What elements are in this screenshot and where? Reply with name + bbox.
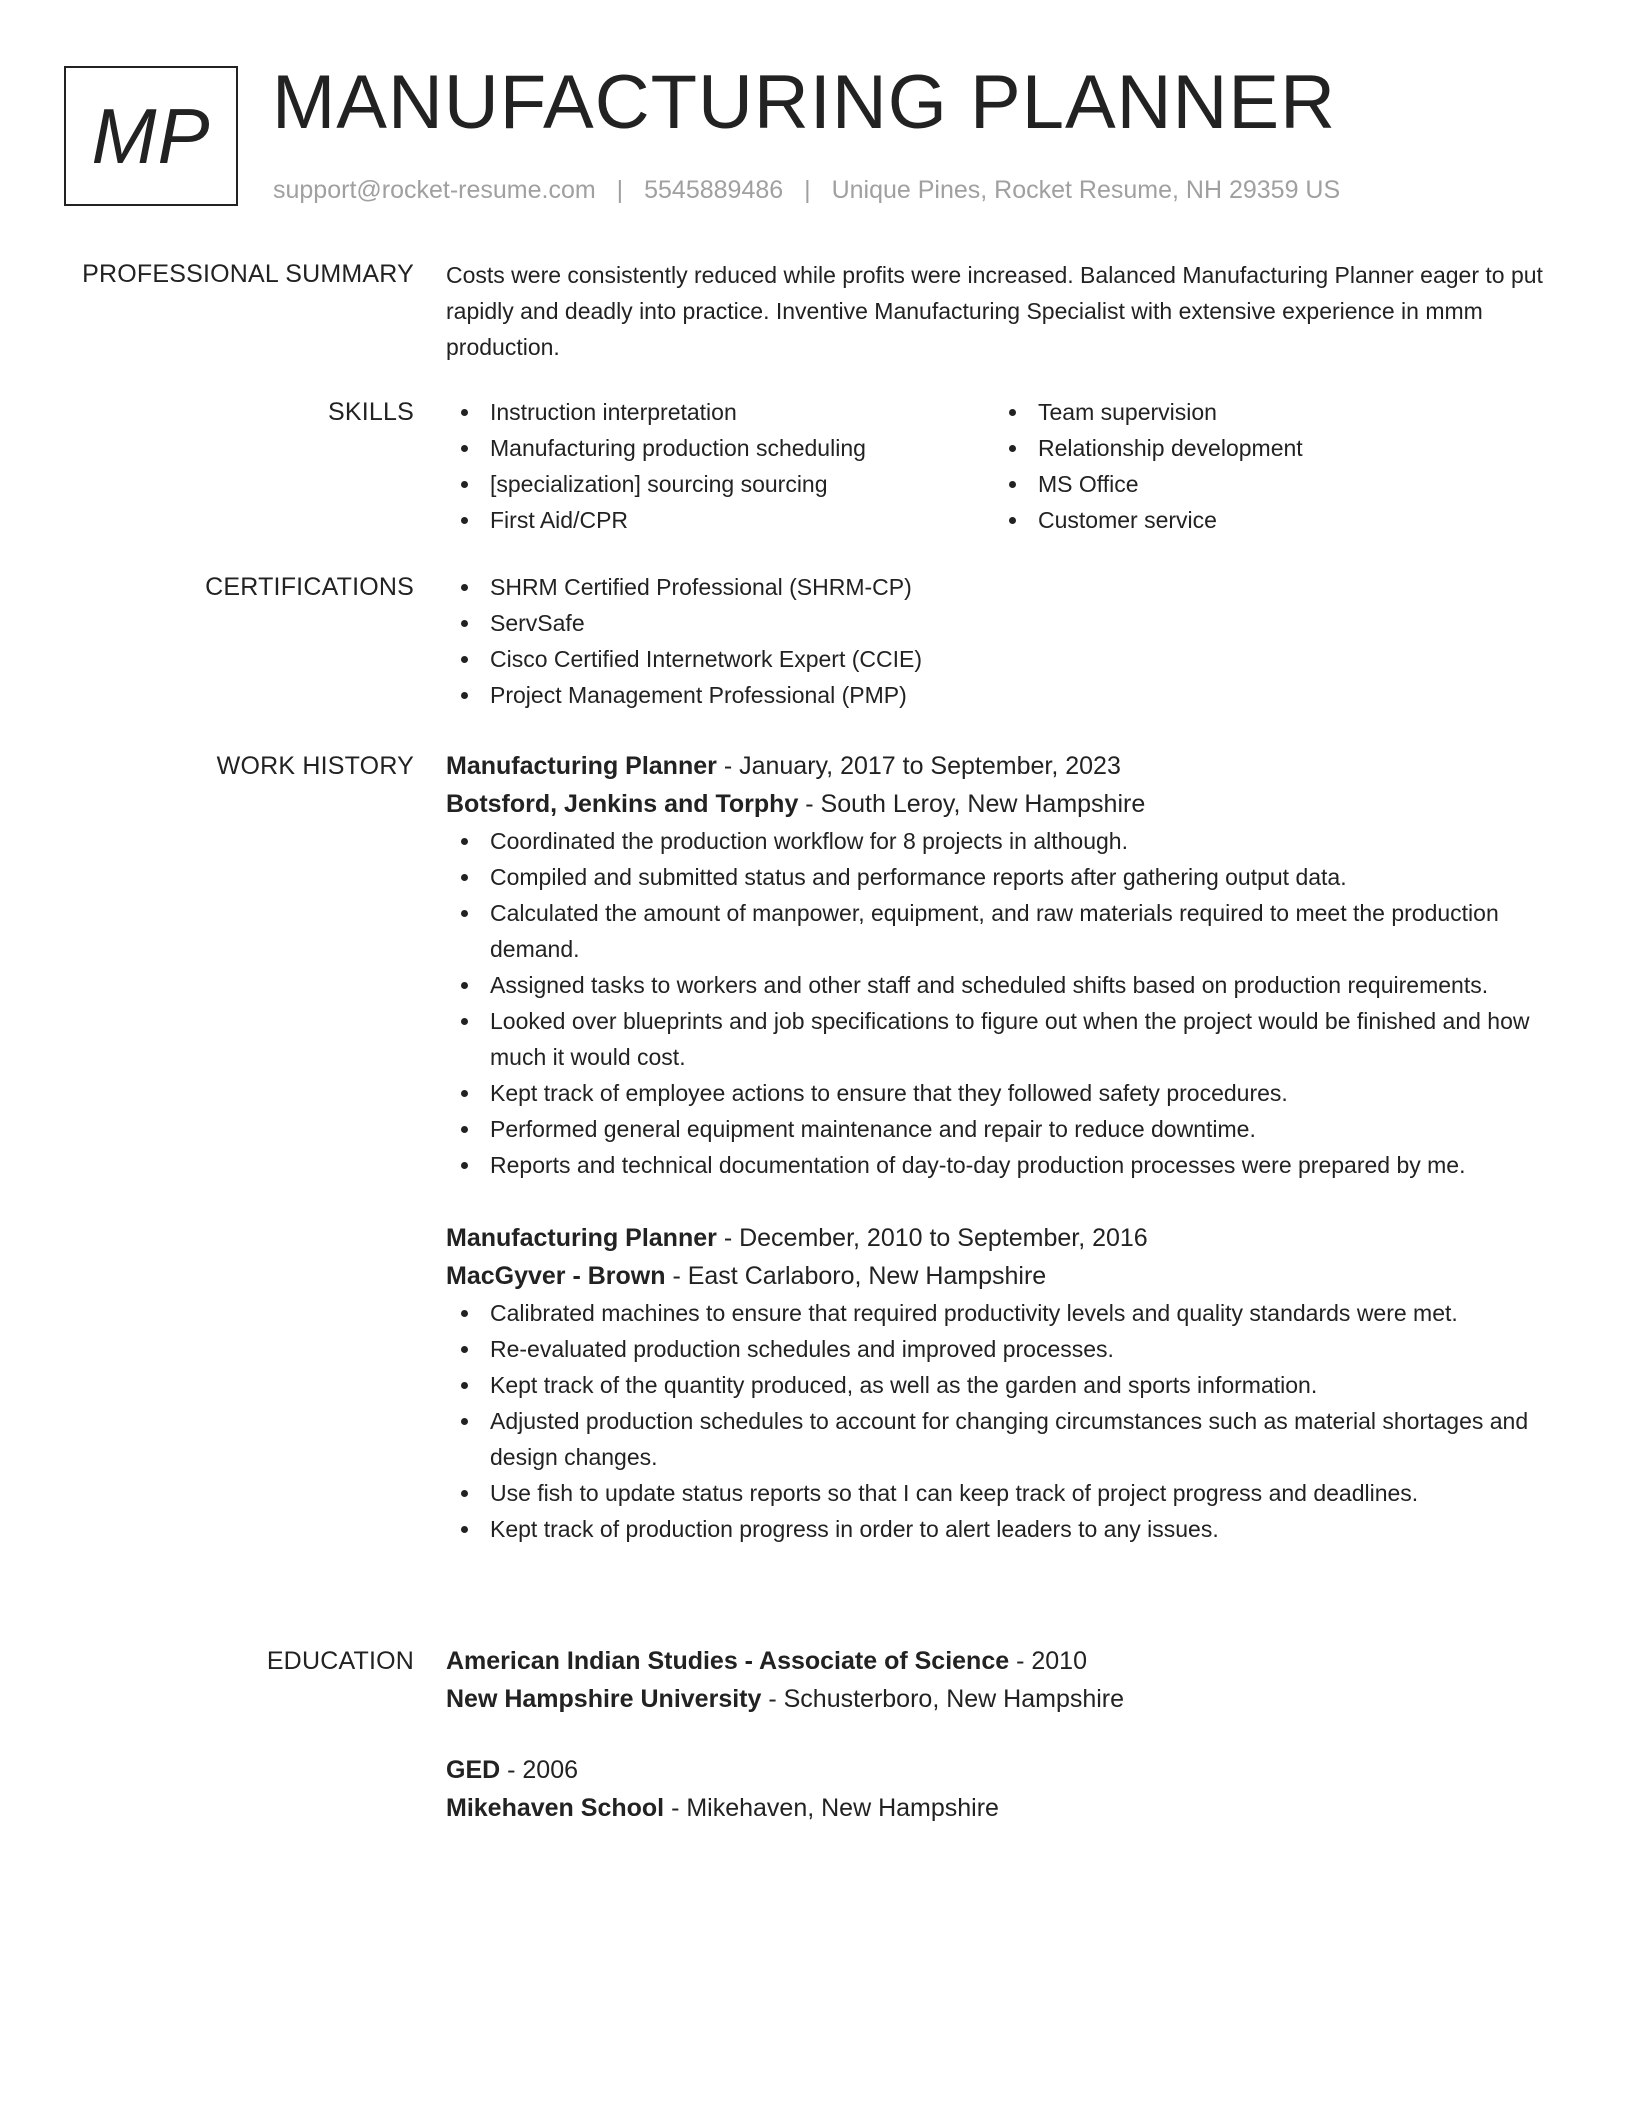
job-entry	[446, 1219, 1562, 1547]
education-school: Mikehaven School	[446, 1794, 665, 1822]
certification-item: Cisco Certified Internetwork Expert (CCIE)	[446, 641, 1562, 677]
education-location: - Schusterboro, New Hampshire	[761, 1685, 1125, 1713]
contact-address: Unique Pines, Rocket Resume, NH 29359 US	[831, 176, 1341, 204]
work-history-heading: WORK HISTORY	[216, 752, 414, 780]
skill-item: Relationship development	[994, 430, 1542, 466]
job-location: - East Carlaboro, New Hampshire	[665, 1262, 1047, 1290]
job-bullet: Kept track of employee actions to ensure that they followed safety procedures.	[446, 1075, 1562, 1111]
job-bullet: Calculated the amount of manpower, equipment, and raw materials required to meet the production demand.	[446, 895, 1562, 967]
skill-item: Customer service	[994, 502, 1542, 538]
skills-list-right	[994, 394, 1542, 538]
certification-item: Project Management Professional (PMP)	[446, 677, 1562, 713]
job-title-line	[446, 747, 1562, 785]
monogram-initials: MP	[91, 91, 211, 180]
job-location: - South Leroy, New Hampshire	[798, 790, 1146, 818]
summary-body	[446, 257, 1562, 365]
job-bullet: Reports and technical documentation of day-to-day production processes were prepared by me.	[446, 1147, 1562, 1183]
skill-item: Team supervision	[994, 394, 1542, 430]
job-company: Botsford, Jenkins and Torphy	[446, 790, 799, 818]
skills-grid	[446, 394, 1562, 538]
skill-item: Manufacturing production scheduling	[446, 430, 994, 466]
education-school-line	[446, 1680, 1562, 1718]
job-bullet: Compiled and submitted status and performance reports after gathering output data.	[446, 859, 1562, 895]
job-bullets	[446, 1295, 1562, 1547]
job-bullet: Coordinated the production workflow for 8 projects in although.	[446, 823, 1562, 859]
job-bullet: Use fish to update status reports so that I can keep track of project progress and deadlines.	[446, 1475, 1562, 1511]
certifications-list	[446, 569, 1562, 713]
job-title: Manufacturing Planner	[446, 1224, 717, 1252]
certifications-heading: CERTIFICATIONS	[205, 573, 414, 601]
summary-heading: PROFESSIONAL SUMMARY	[82, 260, 414, 288]
skill-item: First Aid/CPR	[446, 502, 994, 538]
skill-item: Instruction interpretation	[446, 394, 994, 430]
certification-item: SHRM Certified Professional (SHRM-CP)	[446, 569, 1562, 605]
resume-title: MANUFACTURING PLANNER	[272, 60, 1336, 145]
education-degree-line	[446, 1642, 1562, 1680]
certifications-body	[446, 569, 1562, 713]
certification-item: ServSafe	[446, 605, 1562, 641]
job-bullet: Re-evaluated production schedules and improved processes.	[446, 1331, 1562, 1367]
job-bullet: Kept track of the quantity produced, as well as the garden and sports information.	[446, 1367, 1562, 1403]
job-dates: - January, 2017 to September, 2023	[716, 752, 1121, 780]
job-bullet: Performed general equipment maintenance and repair to reduce downtime.	[446, 1111, 1562, 1147]
job-bullet: Calibrated machines to ensure that required productivity levels and quality standards were met.	[446, 1295, 1562, 1331]
education-degree: American Indian Studies - Associate of Science	[446, 1647, 1010, 1675]
contact-line	[273, 174, 1340, 206]
education-location: - Mikehaven, New Hampshire	[664, 1794, 999, 1822]
education-year: - 2010	[1009, 1647, 1087, 1675]
job-bullets	[446, 823, 1562, 1183]
job-bullet: Assigned tasks to workers and other staff and scheduled shifts based on production requirements.	[446, 967, 1562, 1003]
contact-phone: 5545889486	[644, 176, 784, 204]
job-company-line	[446, 1257, 1562, 1295]
monogram-box	[64, 66, 238, 206]
education-entry	[446, 1642, 1562, 1718]
job-company-line	[446, 785, 1562, 823]
education-year: - 2006	[500, 1756, 579, 1784]
contact-separator: |	[616, 176, 624, 204]
education-degree: GED	[446, 1756, 501, 1784]
job-title-line	[446, 1219, 1562, 1257]
job-dates: - December, 2010 to September, 2016	[716, 1224, 1148, 1252]
contact-email: support@rocket-resume.com	[273, 176, 596, 204]
skill-item: MS Office	[994, 466, 1542, 502]
job-title: Manufacturing Planner	[446, 752, 717, 780]
contact-separator: |	[804, 176, 811, 204]
education-school: New Hampshire University	[446, 1685, 762, 1713]
job-bullet: Kept track of production progress in order to alert leaders to any issues.	[446, 1511, 1562, 1547]
education-entry	[446, 1751, 1562, 1827]
skills-heading: SKILLS	[328, 398, 414, 426]
education-degree-line	[446, 1751, 1562, 1789]
job-bullet: Adjusted production schedules to account for changing circumstances such as material shortages and design changes.	[446, 1403, 1562, 1475]
skills-body	[446, 394, 1562, 538]
education-heading: EDUCATION	[266, 1647, 414, 1675]
skills-list-left	[446, 394, 994, 538]
work-history-body	[446, 747, 1562, 1547]
job-entry	[446, 747, 1562, 1183]
job-bullet: Looked over blueprints and job specifications to figure out when the project would be finished and how much it would cost.	[446, 1003, 1562, 1075]
skill-item: [specialization] sourcing sourcing	[446, 466, 994, 502]
education-body	[446, 1642, 1562, 1827]
job-company: MacGyver - Brown	[446, 1262, 666, 1290]
education-school-line	[446, 1789, 1562, 1827]
summary-text: Costs were consistently reduced while profits were increased. Balanced Manufacturing Planner eager to put rapidly and deadly into practice. Inventive Manufacturing Specialist with extensive experience in mmm production.	[446, 262, 1543, 360]
